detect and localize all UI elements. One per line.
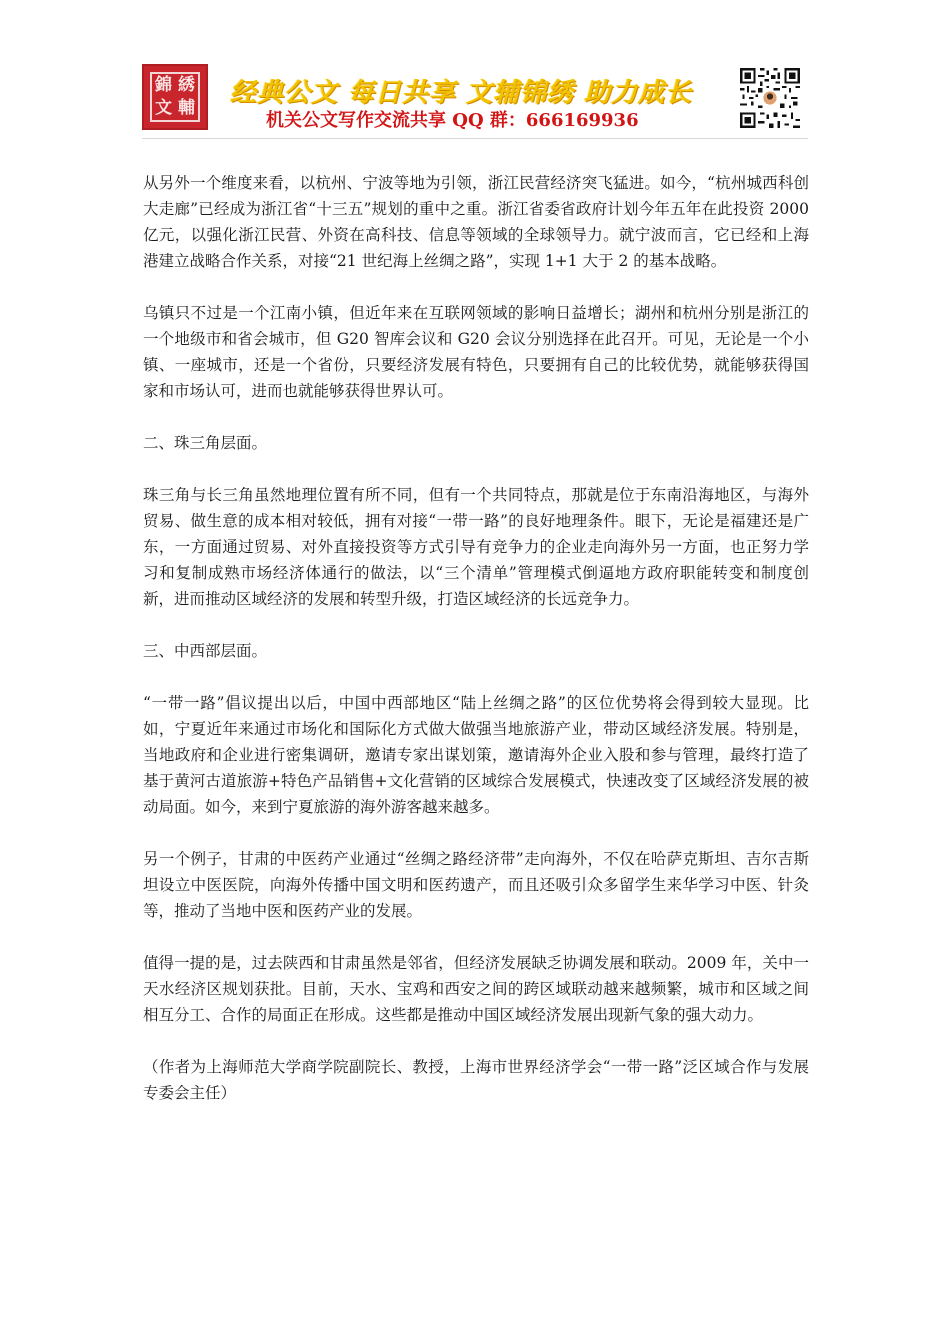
article-body: [143, 170, 809, 1132]
paragraph: 从另外一个维度来看，以杭州、宁波等地为引领，浙江民营经济突飞猛进。如今，“杭州城西科创大走廊”已经成为浙江省“十三五”规划的重中之重。浙江省委省政府计划今年五年在此投资 2000 亿元，以强化浙江民营、外资在高科技、信息等领域的全球领导力。就宁波而言，它已经和上海港建立战略合作关系，对接“21 世纪海上丝绸之路”，实现 1+1 大于 2 的基本战略。: [143, 174, 809, 270]
seal-char: 錦: [155, 75, 172, 95]
seal-char: 文: [155, 98, 172, 118]
paragraph: 乌镇只不过是一个江南小镇，但近年来在互联网领域的影响日益增长；湖州和杭州分别是浙江的一个地级市和省会城市，但 G20 智库会议和 G20 会议分别选择在此召开。可见，无论是一个小镇、一座城市，还是一个省份，只要经济发展有特色，只要拥有自己的比较优势，就能够获得国家和市场认可，进而也就能够获得世界认可。: [143, 304, 809, 400]
section-heading: 二、珠三角层面。: [143, 434, 268, 452]
qr-code-icon: [738, 66, 802, 130]
seal-logo: [142, 64, 208, 130]
header-qq-group: 机关公文写作交流共享 QQ 群：666169936: [266, 110, 639, 131]
page-header: [142, 62, 808, 134]
header-slogan: 经典公文 每日共享 文辅锦绣 助力成长: [230, 78, 693, 108]
seal-char: 輔: [178, 98, 195, 118]
author-note: （作者为上海师范大学商学院副院长、教授，上海市世界经济学会“一带一路”泛区域合作与发展专委会主任）: [143, 1058, 809, 1102]
paragraph: 珠三角与长三角虽然地理位置有所不同，但有一个共同特点，那就是位于东南沿海地区，与海外贸易、做生意的成本相对较低，拥有对接“一带一路”的良好地理条件。眼下，无论是福建还是广东，一方面通过贸易、对外直接投资等方式引导有竞争力的企业走向海外另一方面，也正努力学习和复制成熟市场经济体通行的做法，以“三个清单”管理模式倒逼地方政府职能转变和制度创新，进而推动区域经济的发展和转型升级，打造区域经济的长远竞争力。: [143, 486, 809, 608]
seal-logo-inner: [150, 72, 200, 122]
paragraph: 另一个例子，甘肃的中医药产业通过“丝绸之路经济带”走向海外，不仅在哈萨克斯坦、吉尔吉斯坦设立中医医院，向海外传播中国文明和医药遗产，而且还吸引众多留学生来华学习中医、针灸等，推动了当地中医和医药产业的发展。: [143, 850, 809, 920]
header-divider: [142, 138, 808, 139]
paragraph: “一带一路”倡议提出以后，中国中西部地区“陆上丝绸之路”的区位优势将会得到较大显现。比如，宁夏近年来通过市场化和国际化方式做大做强当地旅游产业，带动区域经济发展。特别是，当地政府和企业进行密集调研，邀请专家出谋划策，邀请海外企业入股和参与管理，最终打造了基于黄河古道旅游+特色产品销售+文化营销的区域综合发展模式，快速改变了区域经济发展的被动局面。如今，来到宁夏旅游的海外游客越来越多。: [143, 694, 809, 816]
section-heading: 三、中西部层面。: [143, 642, 268, 660]
seal-char: 綉: [178, 75, 195, 95]
paragraph: 值得一提的是，过去陕西和甘肃虽然是邻省，但经济发展缺乏协调发展和联动。2009 年，关中一天水经济区规划获批。目前，天水、宝鸡和西安之间的跨区域联动越来越频繁，城市和区域之间相互分工、合作的局面正在形成。这些都是推动中国区域经济发展出现新气象的强大动力。: [143, 954, 809, 1024]
